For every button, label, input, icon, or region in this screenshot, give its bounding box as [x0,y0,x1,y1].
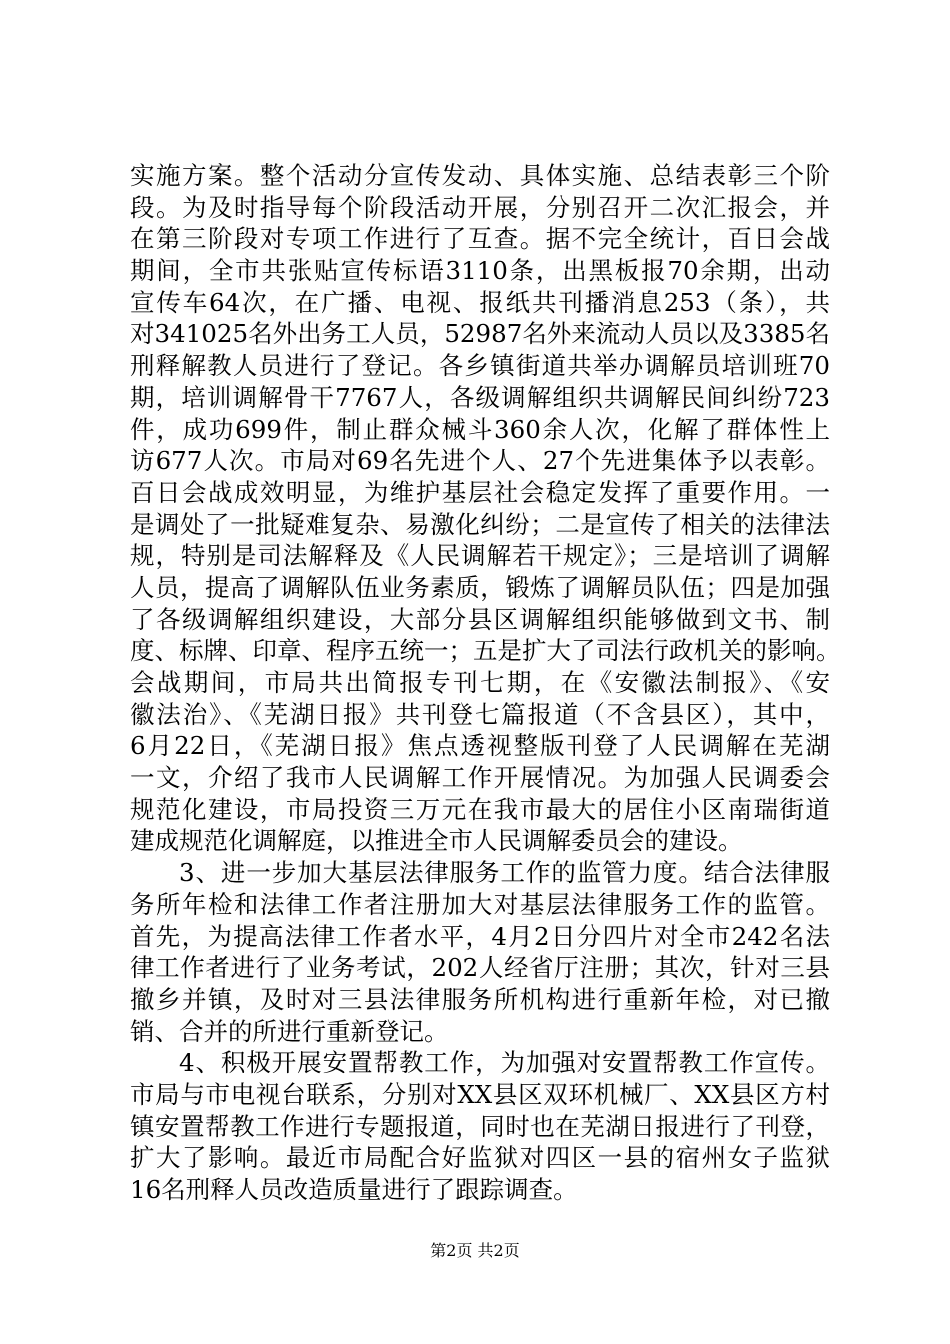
text-line: 期，培训调解骨干7767人，各级调解组织共调解民间纠纷723 [130,382,830,412]
text-line: 务所年检和法律工作者注册加大对基层法律服务工作的监管。 [130,889,830,919]
page-footer [0,1240,950,1262]
text-line: 会战期间，市局共出简报专刊七期，在《安徽法制报》、《安 [130,668,830,697]
paragraph-2 [130,857,830,1047]
text-line: 律工作者进行了业务考试，202人经省厅注册；其次，针对三县 [130,953,830,983]
text-line: 段。为及时指导每个阶段活动开展，分别召开二次汇报会，并 [130,192,830,222]
text-line: 徽法治》、《芜湖日报》共刊登七篇报道（不含县区），其中， [130,699,830,729]
text-line: 市局与市电视台联系，分别对XX县区双环机械厂、XX县区方村 [130,1079,830,1109]
text-line: 是调处了一批疑难复杂、易激化纠纷；二是宣传了相关的法律法 [130,509,830,539]
text-line: 百日会战成效明显，为维护基层社会稳定发挥了重要作用。一 [130,477,830,507]
text-line: 6月22日，《芜湖日报》焦点透视整版刊登了人民调解在芜湖 [130,731,830,761]
text-line: 建成规范化调解庭，以推进全市人民调解委员会的建设。 [130,826,743,856]
text-line: 度、标牌、印章、程序五统一；五是扩大了司法行政机关的影响。 [130,636,841,666]
text-line: 规，特别是司法解释及《人民调解若干规定》；三是培训了调解 [130,541,830,571]
paragraph-1 [130,160,841,857]
text-line: 访677人次。市局对69名先进个人、27个先进集体予以表彰。 [130,446,830,476]
text-line: 销、合并的所进行重新登记。 [130,1016,449,1046]
text-line: 实施方案。整个活动分宣传发动、具体实施、总结表彰三个阶 [130,161,830,190]
text-line: 一文，介绍了我市人民调解工作开展情况。为加强人民调委会 [130,763,830,793]
text-line: 期间，全市共张贴宣传标语3110条，出黑板报70余期，出动 [130,256,830,286]
text-line: 了各级调解组织建设，大部分县区调解组织能够做到文书、制 [130,604,830,634]
text-line: 刑释解教人员进行了登记。各乡镇街道共举办调解员培训班70 [130,351,830,381]
text-line: 镇安置帮教工作进行专题报道，同时也在芜湖日报进行了刊登， [130,1111,830,1141]
text-line: 撤乡并镇，及时对三县法律服务所机构进行重新年检，对已撤 [130,984,830,1014]
text-line: 规范化建设，市局投资三万元在我市最大的居住小区南瑞街道 [130,794,830,824]
text-line: 4、积极开展安置帮教工作，为加强对安置帮教工作宣传。 [179,1048,830,1078]
text-line: 宣传车64次，在广播、电视、报纸共刊播消息253（条），共 [130,287,830,317]
document-body [130,160,841,1206]
text-line: 首先，为提高法律工作者水平，4月2日分四片对全市242名法 [130,921,830,951]
text-line: 扩大了影响。最近市局配合好监狱对四区一县的宿州女子监狱 [130,1143,830,1173]
paragraph-3 [130,1047,830,1205]
text-line: 在第三阶段对专项工作进行了互查。据不完全统计，百日会战 [130,224,830,254]
text-line: 人员，提高了调解队伍业务素质，锻炼了调解员队伍；四是加强 [130,572,830,602]
text-line: 16名刑释人员改造质量进行了跟踪调查。 [130,1175,578,1204]
text-line: 件，成功699件，制止群众械斗360余人次，化解了群体性上 [130,414,830,444]
text-line: 对341025名外出务工人员，52987名外来流动人员以及3385名 [130,319,830,349]
page-number-label: 第2页 共2页 [430,1241,520,1260]
text-line: 3、进一步加大基层法律服务工作的监管力度。结合法律服 [179,858,830,888]
